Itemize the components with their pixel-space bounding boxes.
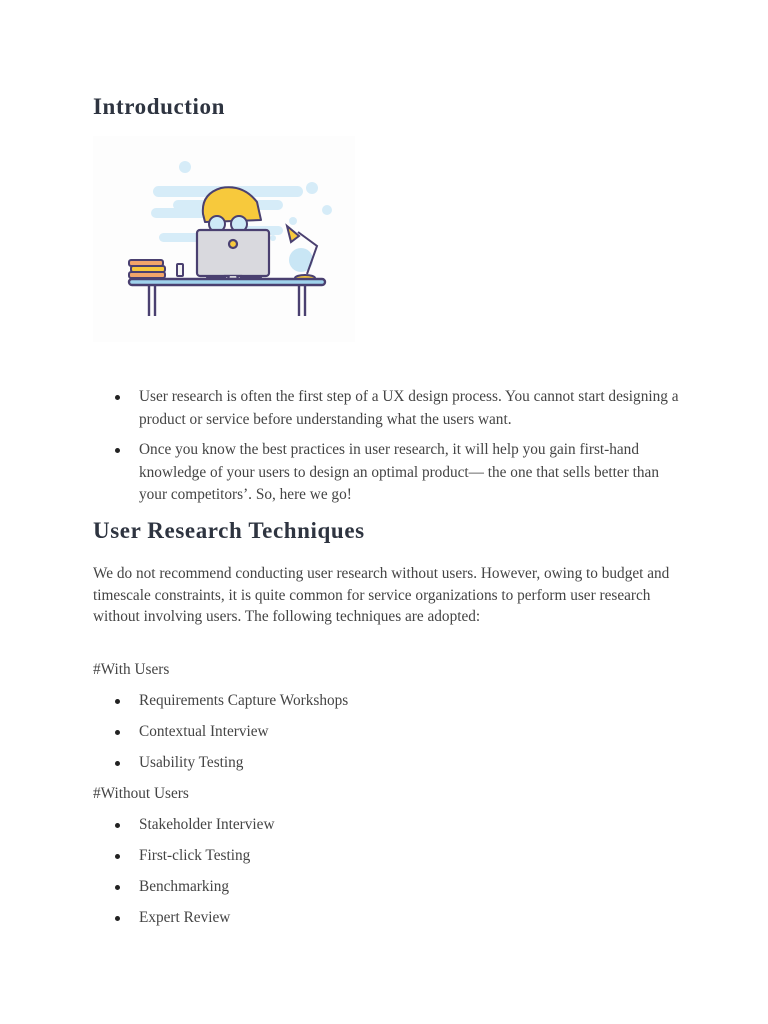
without-users-label: #Without Users [93, 785, 189, 802]
list-item: Once you know the best practices in user research, it will help you gain first-hand knowledge of your users to design an optimal product— the one that sells better than your competitors’. So, here we go! [93, 439, 683, 507]
introduction-bullet-list [93, 386, 683, 515]
list-item: Contextual Interview [93, 721, 683, 752]
list-item: User research is often the first step of a UX design process. You cannot start designing a product or service before understanding what the users want. [93, 386, 683, 431]
list-item: First-click Testing [93, 845, 683, 876]
techniques-paragraph: We do not recommend conducting user research without users. However, owing to budget and timescale constraints, it is quite common for service organizations to perform user research without involving users. The following techniques are adopted: [93, 565, 670, 626]
with-users-list [93, 690, 683, 783]
user-research-techniques-heading: User Research Techniques [93, 518, 365, 543]
list-item: Expert Review [93, 907, 683, 938]
without-users-list [93, 814, 683, 938]
list-item: Usability Testing [93, 752, 683, 783]
list-item: Requirements Capture Workshops [93, 690, 683, 721]
introduction-heading: Introduction [93, 94, 226, 119]
list-item: Stakeholder Interview [93, 814, 683, 845]
with-users-label: #With Users [93, 661, 170, 678]
list-item: Benchmarking [93, 876, 683, 907]
user-at-computer-illustration [93, 136, 355, 342]
